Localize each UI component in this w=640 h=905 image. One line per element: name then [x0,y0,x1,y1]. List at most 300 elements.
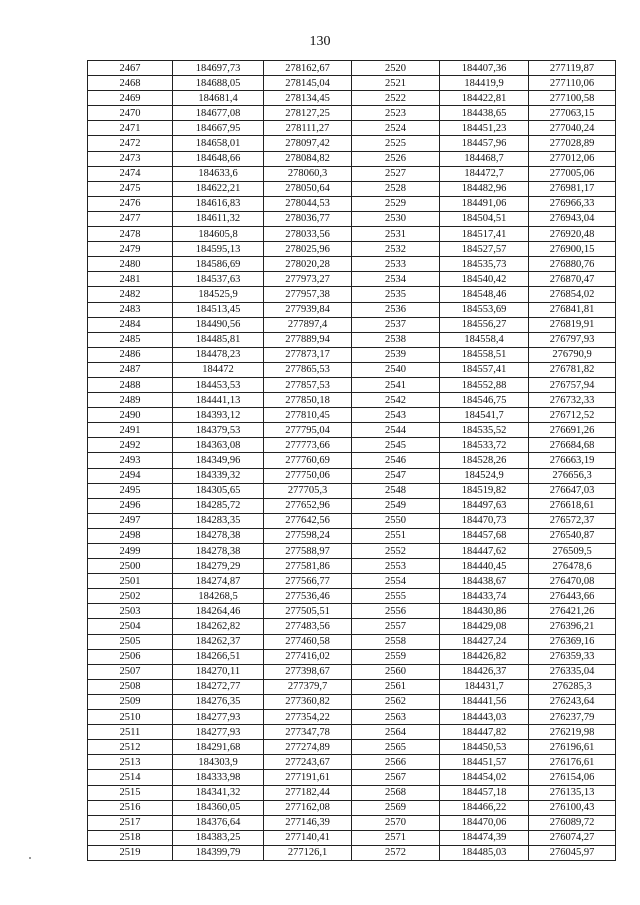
point-number-right: 2550 [352,513,440,528]
y-coordinate-left: 277957,38 [264,287,352,302]
x-coordinate-left: 184339,32 [173,468,264,483]
point-number-right: 2546 [352,453,440,468]
y-coordinate-right: 277028,89 [529,136,616,151]
point-number-left: 2481 [88,272,173,287]
point-number-left: 2508 [88,679,173,694]
table-row [88,604,616,619]
x-coordinate-right: 184540,42 [440,272,529,287]
point-number-left: 2511 [88,725,173,740]
point-number-right: 2547 [352,468,440,483]
point-number-left: 2470 [88,106,173,121]
x-coordinate-left: 184648,66 [173,151,264,166]
point-number-left: 2490 [88,408,173,423]
x-coordinate-right: 184524,9 [440,468,529,483]
table-row [88,755,616,770]
y-coordinate-left: 277973,27 [264,272,352,287]
y-coordinate-right: 276781,82 [529,362,616,377]
y-coordinate-left: 278084,82 [264,151,352,166]
y-coordinate-right: 276757,94 [529,377,616,392]
table-row [88,468,616,483]
y-coordinate-right: 276285,3 [529,679,616,694]
x-coordinate-right: 184468,7 [440,151,529,166]
point-number-left: 2495 [88,483,173,498]
table-row [88,513,616,528]
x-coordinate-left: 184605,8 [173,227,264,242]
x-coordinate-right: 184426,82 [440,649,529,664]
y-coordinate-right: 276684,68 [529,438,616,453]
table-row [88,679,616,694]
x-coordinate-right: 184533,72 [440,438,529,453]
point-number-right: 2548 [352,483,440,498]
y-coordinate-left: 278111,27 [264,121,352,136]
x-coordinate-right: 184535,73 [440,257,529,272]
y-coordinate-right: 276790,9 [529,347,616,362]
y-coordinate-left: 277182,44 [264,785,352,800]
table-row [88,498,616,513]
x-coordinate-left: 184272,77 [173,679,264,694]
table-row [88,423,616,438]
y-coordinate-right: 276237,79 [529,710,616,725]
table-row [88,574,616,589]
table-row [88,800,616,815]
x-coordinate-right: 184443,03 [440,710,529,725]
point-number-right: 2541 [352,377,440,392]
x-coordinate-left: 184399,79 [173,845,264,860]
point-number-right: 2532 [352,242,440,257]
x-coordinate-left: 184697,73 [173,61,264,76]
x-coordinate-left: 184333,98 [173,770,264,785]
y-coordinate-left: 277760,69 [264,453,352,468]
x-coordinate-left: 184360,05 [173,800,264,815]
point-number-right: 2545 [352,438,440,453]
y-coordinate-right: 276443,66 [529,589,616,604]
point-number-left: 2479 [88,242,173,257]
point-number-left: 2505 [88,634,173,649]
point-number-right: 2566 [352,755,440,770]
y-coordinate-left: 278044,53 [264,196,352,211]
point-number-left: 2507 [88,664,173,679]
x-coordinate-left: 184268,5 [173,589,264,604]
point-number-right: 2523 [352,106,440,121]
table-row [88,559,616,574]
point-number-right: 2558 [352,634,440,649]
point-number-right: 2567 [352,770,440,785]
coordinates-table [87,60,616,861]
point-number-left: 2482 [88,287,173,302]
point-number-right: 2522 [352,91,440,106]
table-row [88,136,616,151]
table-row [88,166,616,181]
x-coordinate-left: 184453,53 [173,377,264,392]
y-coordinate-left: 277850,18 [264,393,352,408]
point-number-left: 2513 [88,755,173,770]
x-coordinate-left: 184277,93 [173,725,264,740]
x-coordinate-right: 184535,52 [440,423,529,438]
x-coordinate-left: 184490,56 [173,317,264,332]
table-row [88,694,616,709]
x-coordinate-left: 184441,13 [173,393,264,408]
x-coordinate-right: 184527,57 [440,242,529,257]
y-coordinate-left: 278127,25 [264,106,352,121]
x-coordinate-right: 184451,57 [440,755,529,770]
x-coordinate-right: 184433,74 [440,589,529,604]
x-coordinate-left: 184266,51 [173,649,264,664]
x-coordinate-left: 184276,35 [173,694,264,709]
x-coordinate-left: 184291,68 [173,740,264,755]
x-coordinate-left: 184667,95 [173,121,264,136]
y-coordinate-left: 277598,24 [264,528,352,543]
y-coordinate-left: 277416,02 [264,649,352,664]
y-coordinate-left: 277243,67 [264,755,352,770]
table-row [88,528,616,543]
table-row [88,770,616,785]
y-coordinate-left: 277652,96 [264,498,352,513]
y-coordinate-left: 277360,82 [264,694,352,709]
table-row [88,589,616,604]
point-number-left: 2487 [88,362,173,377]
y-coordinate-left: 277873,17 [264,347,352,362]
point-number-right: 2524 [352,121,440,136]
table-row [88,740,616,755]
x-coordinate-left: 184277,93 [173,710,264,725]
x-coordinate-right: 184519,82 [440,483,529,498]
y-coordinate-right: 276656,3 [529,468,616,483]
x-coordinate-left: 184341,32 [173,785,264,800]
x-coordinate-right: 184497,63 [440,498,529,513]
x-coordinate-right: 184457,96 [440,136,529,151]
point-number-left: 2499 [88,544,173,559]
x-coordinate-left: 184472 [173,362,264,377]
point-number-left: 2494 [88,468,173,483]
y-coordinate-right: 277110,06 [529,76,616,91]
y-coordinate-right: 276154,06 [529,770,616,785]
point-number-right: 2530 [352,211,440,226]
x-coordinate-right: 184457,68 [440,528,529,543]
point-number-left: 2502 [88,589,173,604]
table-row [88,91,616,106]
point-number-left: 2468 [88,76,173,91]
x-coordinate-right: 184553,69 [440,302,529,317]
y-coordinate-left: 278020,28 [264,257,352,272]
y-coordinate-right: 276074,27 [529,830,616,845]
point-number-right: 2539 [352,347,440,362]
y-coordinate-right: 276089,72 [529,815,616,830]
x-coordinate-right: 184470,06 [440,815,529,830]
point-number-left: 2485 [88,332,173,347]
point-number-left: 2486 [88,347,173,362]
y-coordinate-right: 276135,13 [529,785,616,800]
x-coordinate-right: 184450,53 [440,740,529,755]
table-row [88,347,616,362]
table-row [88,619,616,634]
y-coordinate-left: 277889,94 [264,332,352,347]
y-coordinate-left: 277162,08 [264,800,352,815]
y-coordinate-right: 276540,87 [529,528,616,543]
point-number-right: 2540 [352,362,440,377]
y-coordinate-left: 278025,96 [264,242,352,257]
x-coordinate-left: 184262,82 [173,619,264,634]
point-number-left: 2474 [88,166,173,181]
point-number-left: 2478 [88,227,173,242]
x-coordinate-right: 184454,02 [440,770,529,785]
point-number-left: 2480 [88,257,173,272]
x-coordinate-left: 184616,83 [173,196,264,211]
x-coordinate-left: 184622,21 [173,181,264,196]
point-number-right: 2560 [352,664,440,679]
point-number-right: 2520 [352,61,440,76]
y-coordinate-left: 277126,1 [264,845,352,860]
y-coordinate-left: 277642,56 [264,513,352,528]
table-row [88,196,616,211]
point-number-left: 2473 [88,151,173,166]
y-coordinate-right: 277040,24 [529,121,616,136]
x-coordinate-right: 184419,9 [440,76,529,91]
x-coordinate-left: 184681,4 [173,91,264,106]
x-coordinate-right: 184472,7 [440,166,529,181]
table-row [88,649,616,664]
y-coordinate-left: 277274,89 [264,740,352,755]
point-number-right: 2563 [352,710,440,725]
y-coordinate-right: 276647,03 [529,483,616,498]
x-coordinate-left: 184278,38 [173,544,264,559]
x-coordinate-left: 184485,81 [173,332,264,347]
y-coordinate-right: 276359,33 [529,649,616,664]
y-coordinate-left: 277581,86 [264,559,352,574]
table-row [88,332,616,347]
point-number-left: 2519 [88,845,173,860]
x-coordinate-left: 184595,13 [173,242,264,257]
y-coordinate-left: 278050,64 [264,181,352,196]
point-number-left: 2501 [88,574,173,589]
y-coordinate-left: 278097,42 [264,136,352,151]
x-coordinate-right: 184556,27 [440,317,529,332]
point-number-right: 2543 [352,408,440,423]
point-number-left: 2484 [88,317,173,332]
point-number-left: 2489 [88,393,173,408]
y-coordinate-right: 276045,97 [529,845,616,860]
point-number-left: 2506 [88,649,173,664]
table-row [88,815,616,830]
x-coordinate-left: 184611,32 [173,211,264,226]
point-number-right: 2570 [352,815,440,830]
table-row [88,302,616,317]
point-number-left: 2503 [88,604,173,619]
table-row [88,61,616,76]
y-coordinate-left: 277379,7 [264,679,352,694]
point-number-right: 2544 [352,423,440,438]
y-coordinate-right: 276509,5 [529,544,616,559]
point-number-left: 2491 [88,423,173,438]
x-coordinate-right: 184426,37 [440,664,529,679]
x-coordinate-right: 184438,67 [440,574,529,589]
point-number-right: 2526 [352,151,440,166]
y-coordinate-right: 276243,64 [529,694,616,709]
y-coordinate-left: 277398,67 [264,664,352,679]
table-row [88,845,616,860]
table-row [88,710,616,725]
point-number-right: 2521 [352,76,440,91]
x-coordinate-right: 184541,7 [440,408,529,423]
point-number-left: 2510 [88,710,173,725]
y-coordinate-right: 276880,76 [529,257,616,272]
x-coordinate-right: 184430,86 [440,604,529,619]
y-coordinate-right: 276943,04 [529,211,616,226]
point-number-left: 2509 [88,694,173,709]
point-number-right: 2537 [352,317,440,332]
y-coordinate-right: 276712,52 [529,408,616,423]
point-number-right: 2549 [352,498,440,513]
y-coordinate-right: 276900,15 [529,242,616,257]
table-row [88,725,616,740]
y-coordinate-right: 276841,81 [529,302,616,317]
x-coordinate-left: 184283,35 [173,513,264,528]
y-coordinate-left: 277146,39 [264,815,352,830]
point-number-right: 2554 [352,574,440,589]
y-coordinate-left: 277897,4 [264,317,352,332]
x-coordinate-left: 184349,96 [173,453,264,468]
table-row [88,181,616,196]
point-number-right: 2569 [352,800,440,815]
x-coordinate-right: 184451,23 [440,121,529,136]
y-coordinate-left: 277773,66 [264,438,352,453]
x-coordinate-right: 184485,03 [440,845,529,860]
point-number-right: 2536 [352,302,440,317]
y-coordinate-right: 276478,6 [529,559,616,574]
y-coordinate-left: 277705,3 [264,483,352,498]
y-coordinate-right: 276572,37 [529,513,616,528]
x-coordinate-left: 184688,05 [173,76,264,91]
point-number-left: 2498 [88,528,173,543]
y-coordinate-right: 276663,19 [529,453,616,468]
point-number-left: 2496 [88,498,173,513]
y-coordinate-left: 277536,46 [264,589,352,604]
y-coordinate-left: 277347,78 [264,725,352,740]
y-coordinate-left: 277750,06 [264,468,352,483]
x-coordinate-left: 184305,65 [173,483,264,498]
table-row [88,408,616,423]
y-coordinate-right: 276732,33 [529,393,616,408]
y-coordinate-left: 277140,41 [264,830,352,845]
point-number-right: 2531 [352,227,440,242]
x-coordinate-right: 184528,26 [440,453,529,468]
y-coordinate-right: 276470,08 [529,574,616,589]
y-coordinate-left: 277460,58 [264,634,352,649]
y-coordinate-left: 278134,45 [264,91,352,106]
y-coordinate-left: 278036,77 [264,211,352,226]
point-number-right: 2527 [352,166,440,181]
point-number-right: 2533 [352,257,440,272]
point-number-right: 2542 [352,393,440,408]
x-coordinate-right: 184491,06 [440,196,529,211]
scan-speck [29,857,31,859]
x-coordinate-left: 184525,9 [173,287,264,302]
point-number-right: 2535 [352,287,440,302]
x-coordinate-right: 184427,24 [440,634,529,649]
table-row [88,151,616,166]
x-coordinate-right: 184438,65 [440,106,529,121]
y-coordinate-right: 276176,61 [529,755,616,770]
x-coordinate-left: 184537,63 [173,272,264,287]
table-row [88,106,616,121]
x-coordinate-left: 184513,45 [173,302,264,317]
table-row [88,317,616,332]
point-number-left: 2483 [88,302,173,317]
x-coordinate-right: 184474,39 [440,830,529,845]
x-coordinate-left: 184270,11 [173,664,264,679]
point-number-left: 2515 [88,785,173,800]
x-coordinate-left: 184363,08 [173,438,264,453]
point-number-right: 2551 [352,528,440,543]
x-coordinate-right: 184546,75 [440,393,529,408]
table-row [88,287,616,302]
point-number-right: 2561 [352,679,440,694]
coordinates-table-body [88,61,616,861]
y-coordinate-left: 278033,56 [264,227,352,242]
x-coordinate-right: 184447,82 [440,725,529,740]
point-number-left: 2467 [88,61,173,76]
y-coordinate-right: 276797,93 [529,332,616,347]
point-number-right: 2565 [352,740,440,755]
y-coordinate-right: 276100,43 [529,800,616,815]
y-coordinate-right: 276369,16 [529,634,616,649]
table-row [88,211,616,226]
point-number-right: 2552 [352,544,440,559]
point-number-right: 2538 [352,332,440,347]
x-coordinate-right: 184558,4 [440,332,529,347]
x-coordinate-right: 184447,62 [440,544,529,559]
y-coordinate-left: 277483,56 [264,619,352,634]
x-coordinate-left: 184586,69 [173,257,264,272]
table-row [88,483,616,498]
table-row [88,227,616,242]
x-coordinate-left: 184285,72 [173,498,264,513]
x-coordinate-right: 184457,18 [440,785,529,800]
x-coordinate-left: 184379,53 [173,423,264,438]
y-coordinate-right: 276618,61 [529,498,616,513]
point-number-right: 2562 [352,694,440,709]
x-coordinate-left: 184478,23 [173,347,264,362]
x-coordinate-right: 184548,46 [440,287,529,302]
point-number-right: 2571 [352,830,440,845]
point-number-left: 2512 [88,740,173,755]
x-coordinate-left: 184264,46 [173,604,264,619]
point-number-left: 2476 [88,196,173,211]
x-coordinate-right: 184482,96 [440,181,529,196]
point-number-left: 2504 [88,619,173,634]
y-coordinate-right: 276196,61 [529,740,616,755]
point-number-right: 2559 [352,649,440,664]
y-coordinate-right: 276870,47 [529,272,616,287]
y-coordinate-right: 276421,26 [529,604,616,619]
y-coordinate-left: 277354,22 [264,710,352,725]
table-row [88,544,616,559]
x-coordinate-left: 184383,25 [173,830,264,845]
point-number-right: 2568 [352,785,440,800]
point-number-right: 2553 [352,559,440,574]
x-coordinate-left: 184303,9 [173,755,264,770]
point-number-right: 2556 [352,604,440,619]
y-coordinate-right: 277100,58 [529,91,616,106]
y-coordinate-right: 276819,91 [529,317,616,332]
y-coordinate-left: 277939,84 [264,302,352,317]
point-number-left: 2514 [88,770,173,785]
y-coordinate-right: 276854,02 [529,287,616,302]
table-row [88,362,616,377]
x-coordinate-left: 184274,87 [173,574,264,589]
x-coordinate-left: 184633,6 [173,166,264,181]
y-coordinate-left: 277795,04 [264,423,352,438]
y-coordinate-left: 278145,04 [264,76,352,91]
